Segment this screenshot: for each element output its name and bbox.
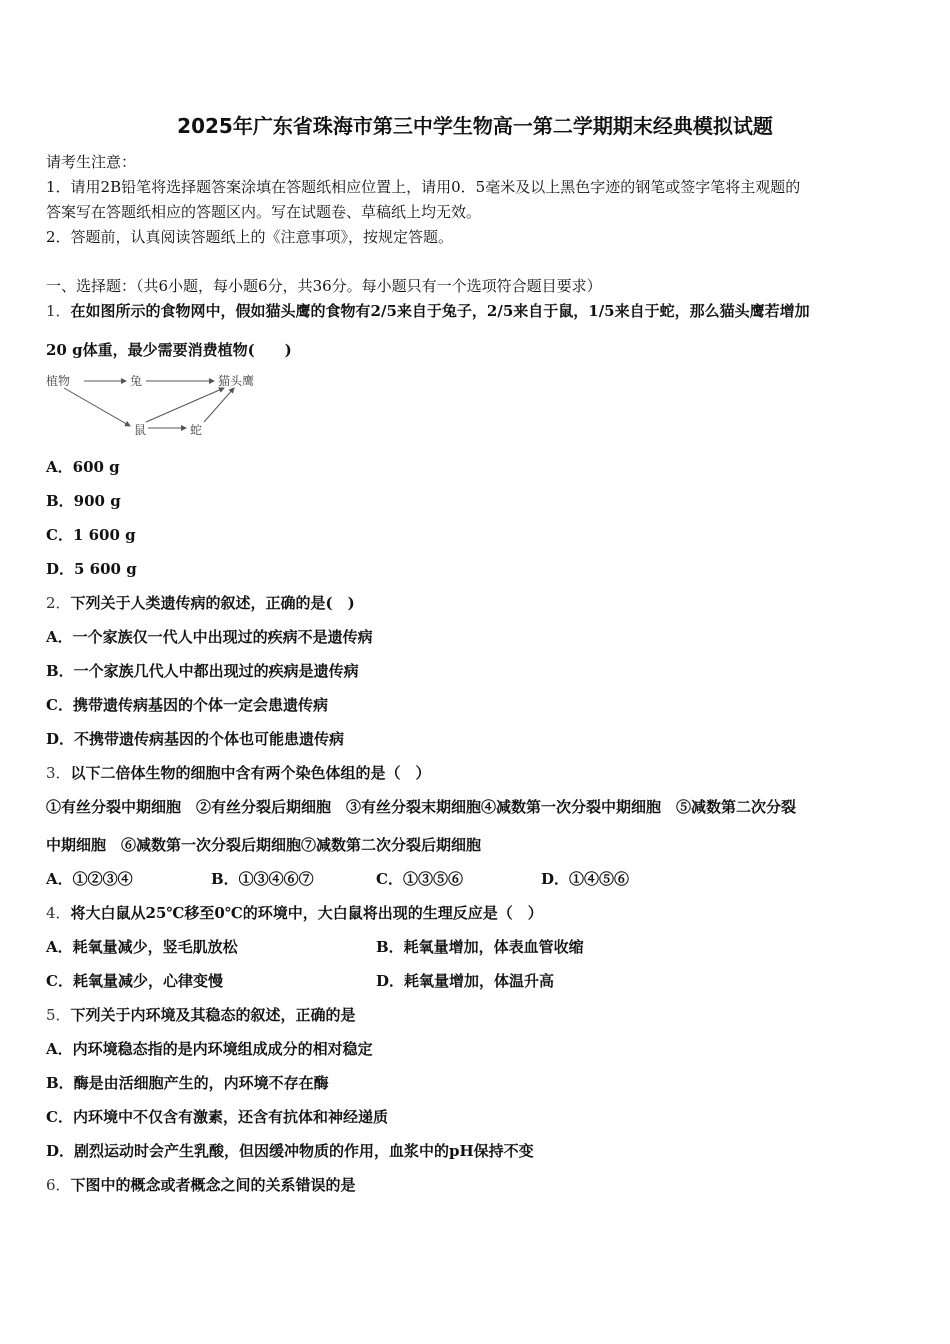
question-3 bbox=[46, 763, 431, 783]
question-2-stem: 下列关于人类遗传病的叙述，正确的是( ) bbox=[70, 594, 355, 612]
question-2-option-b: B．一个家族几代人中都出现过的疾病是遗传病 bbox=[46, 662, 359, 680]
question-1-option-c: C．1 600 g bbox=[46, 526, 136, 544]
question-3-option-b: B．①③④⑥⑦ bbox=[211, 870, 314, 888]
notice-line-1b: 答案写在答题纸相应的答题区内。写在试题卷、草稿纸上均无效。 bbox=[46, 203, 482, 221]
question-2-number: 2． bbox=[46, 594, 71, 612]
question-4 bbox=[46, 903, 543, 923]
notice-line-1a: 1．请用2B铅笔将选择题答案涂填在答题纸相应位置上，请用0．5毫米及以上黑色字迹的钢笔或签字笔将主观题的 bbox=[46, 178, 801, 196]
question-4-option-c: C．耗氧量减少，心律变慢 bbox=[46, 972, 223, 990]
question-5-number: 5． bbox=[46, 1006, 71, 1024]
question-1-option-b: B．900 g bbox=[46, 492, 121, 510]
food-web-mouse: 鼠 bbox=[134, 423, 147, 437]
notice-line-2: 2．答题前，认真阅读答题纸上的《注意事项》，按规定答题。 bbox=[46, 228, 454, 246]
question-6-number: 6． bbox=[46, 1176, 71, 1194]
question-2-option-d: D．不携带遗传病基因的个体也可能患遗传病 bbox=[46, 730, 345, 748]
question-5-option-d: D．剧烈运动时会产生乳酸，但因缓冲物质的作用，血浆中的pH保持不变 bbox=[46, 1142, 534, 1160]
food-web-snake: 蛇 bbox=[190, 423, 203, 437]
question-2-option-a: A．一个家族仅一代人中出现过的疾病不是遗传病 bbox=[46, 628, 373, 646]
question-2-option-c: C．携带遗传病基因的个体一定会患遗传病 bbox=[46, 696, 328, 714]
food-web-rabbit: 兔 bbox=[130, 374, 143, 388]
question-4-stem: 将大白鼠从25℃移至0℃的环境中，大白鼠将出现的生理反应是（ ） bbox=[70, 904, 543, 922]
question-1-stem-a: 在如图所示的食物网中，假如猫头鹰的食物有2/5来自于兔子，2/5来自于鼠，1/5来自于蛇，那么猫头鹰若增加 bbox=[70, 302, 810, 320]
question-4-option-a: A．耗氧量减少，竖毛肌放松 bbox=[46, 938, 238, 956]
section-heading: 一、选择题：（共6小题，每小题6分，共36分。每小题只有一个选项符合题目要求） bbox=[46, 277, 602, 295]
food-web-owl: 猫头鹰 bbox=[218, 374, 255, 388]
page-title: 2025年广东省珠海市第三中学生物高一第二学期期末经典模拟试题 bbox=[177, 114, 773, 138]
question-1-option-a: A．600 g bbox=[46, 458, 120, 476]
question-4-option-d: D．耗氧量增加，体温升高 bbox=[376, 972, 555, 990]
question-5-stem: 下列关于内环境及其稳态的叙述，正确的是 bbox=[70, 1006, 356, 1024]
food-web-diagram bbox=[44, 370, 274, 438]
question-5-option-a: A．内环境稳态指的是内环境组成成分的相对稳定 bbox=[46, 1040, 373, 1058]
question-1-stem-b: 20 g体重，最少需要消费植物( ) bbox=[46, 341, 292, 359]
arrow-snake-owl bbox=[204, 388, 234, 422]
question-1-option-d: D．5 600 g bbox=[46, 560, 137, 578]
question-4-option-b: B．耗氧量增加，体表血管收缩 bbox=[376, 938, 584, 956]
question-2 bbox=[46, 593, 355, 613]
question-3-items-a: ①有丝分裂中期细胞 ②有丝分裂后期细胞 ③有丝分裂末期细胞④减数第一次分裂中期细胞 ⑤减数第二次分裂 bbox=[46, 798, 797, 816]
question-5-option-b: B．酶是由活细胞产生的，内环境不存在酶 bbox=[46, 1074, 329, 1092]
question-3-option-c: C．①③⑤⑥ bbox=[376, 870, 463, 888]
food-web-plant: 植物 bbox=[46, 374, 71, 388]
question-4-number: 4． bbox=[46, 904, 71, 922]
question-1 bbox=[46, 301, 810, 321]
question-3-option-d: D．①④⑤⑥ bbox=[541, 870, 630, 888]
arrow-mouse-owl bbox=[146, 388, 224, 422]
question-6-stem: 下图中的概念或者概念之间的关系错误的是 bbox=[70, 1176, 356, 1194]
question-3-stem: 以下二倍体生物的细胞中含有两个染色体组的是（ ） bbox=[70, 764, 431, 782]
notice-heading: 请考生注意： bbox=[46, 153, 137, 171]
question-1-number: 1． bbox=[46, 302, 71, 320]
question-5-option-c: C．内环境中不仅含有激素，还含有抗体和神经递质 bbox=[46, 1108, 388, 1126]
arrow-plant-mouse bbox=[64, 388, 130, 426]
question-3-option-a: A．①②③④ bbox=[46, 870, 133, 888]
question-3-items-b: 中期细胞 ⑥减数第一次分裂后期细胞⑦减数第二次分裂后期细胞 bbox=[46, 836, 482, 854]
question-3-number: 3． bbox=[46, 764, 71, 782]
question-5 bbox=[46, 1005, 356, 1025]
question-6 bbox=[46, 1175, 356, 1195]
